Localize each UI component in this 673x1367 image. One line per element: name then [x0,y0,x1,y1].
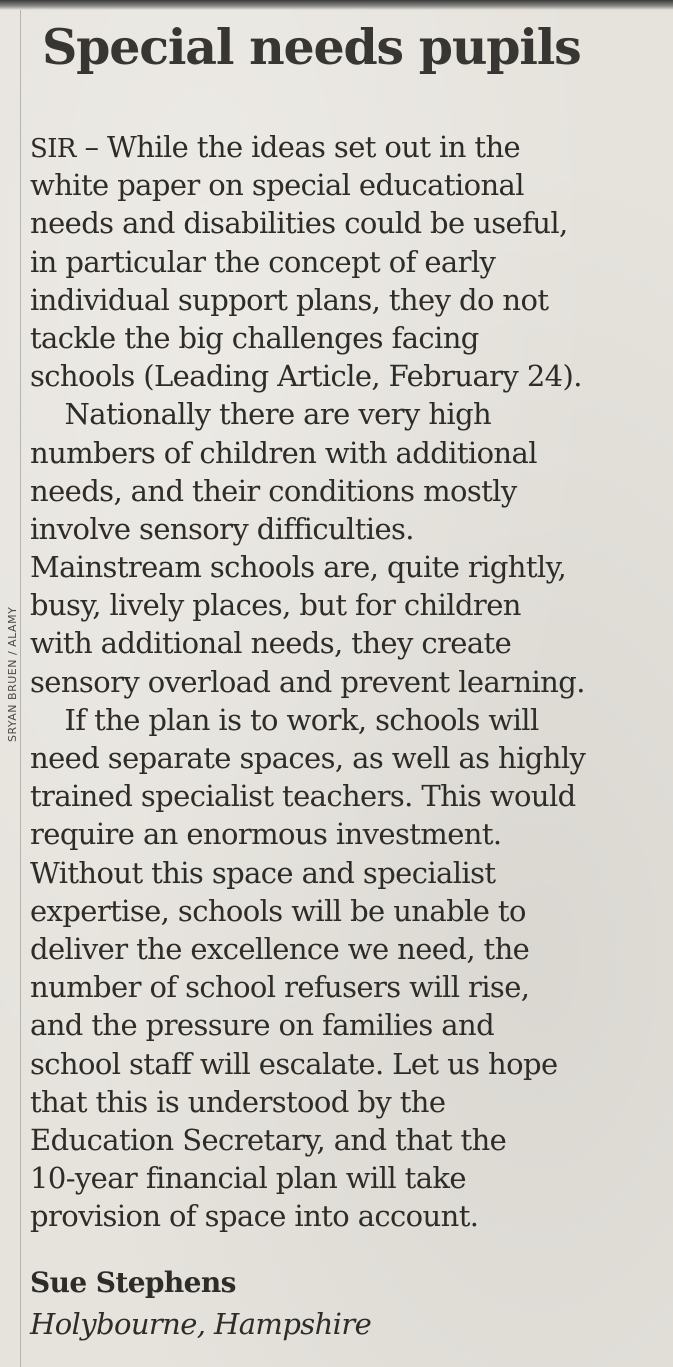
letter-line-text: – While the ideas set out in the [75,130,521,164]
letter-line: individual support plans, they do not [30,282,549,317]
letter-line: deliver the excellence we need, the [30,931,530,966]
letter-line: trained specialist teachers. This would [30,779,576,814]
letter-line: Mainstream schools are, quite rightly, [30,550,567,585]
letter-line: Without this space and specialist [30,855,496,890]
letter-line: Education Secretary, and that the [30,1122,507,1157]
letter-line: need separate spaces, as well as highly [30,741,586,775]
letter-line: provision of space into account. [30,1199,479,1234]
letter-line: involve sensory difficulties. [30,511,414,546]
letter-line: and the pressure on families and [30,1008,495,1043]
letter-line: Nationally there are very high [30,397,492,432]
headline: Special needs pupils [42,18,581,76]
signature-location: Holybourne, Hampshire [30,1307,372,1341]
letter-line: 10-year financial plan will take [30,1161,466,1196]
signature-name: Sue Stephens [30,1266,236,1299]
letter-line: white paper on special educational [30,168,524,203]
salutation: SIR [30,134,76,164]
letter-line: with additional needs, they create [30,626,512,661]
letter-line: sensory overload and prevent learning. [30,664,585,699]
letter-line: that this is understood by the [30,1084,446,1119]
letter-line: If the plan is to work, schools will [30,702,539,737]
letter-line: schools (Leading Article, February 24). [30,359,582,394]
letter-line: tackle the big challenges facing [30,320,479,355]
letter-line: in particular the concept of early [30,244,496,279]
letter-body [30,128,670,1235]
letter-line: needs, and their conditions mostly [30,473,517,508]
letter-line: expertise, schools will be unable to [30,893,526,928]
letter-line: busy, lively places, but for children [30,588,521,623]
letter-line: number of school refusers will rise, [30,970,530,1005]
letter-line [30,128,670,166]
clipping-top-edge [0,0,673,10]
letter-line: numbers of children with additional [30,435,537,470]
photo-credit: SRYAN BRUEN / ALAMY [6,606,19,742]
letter-line: needs and disabilities could be useful, [30,206,568,241]
letter-line: require an enormous investment. [30,817,502,852]
letter-line: school staff will escalate. Let us hope [30,1046,558,1081]
